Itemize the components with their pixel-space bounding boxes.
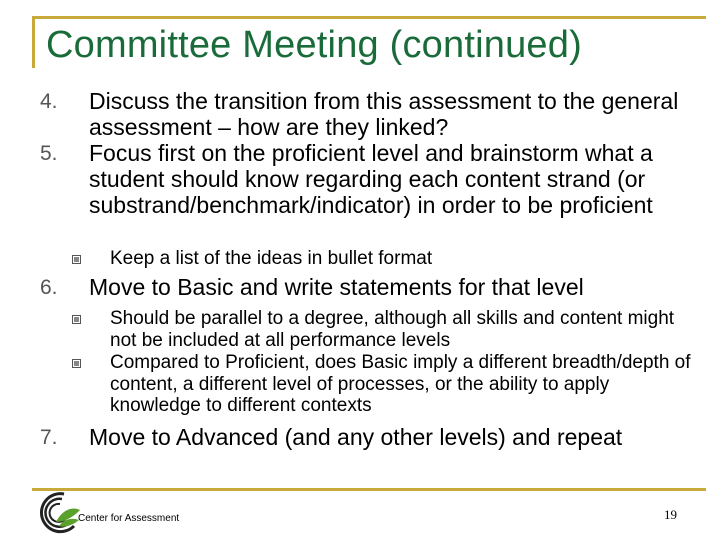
center-for-assessment-logo-icon: [34, 488, 82, 536]
item-text: Focus first on the proficient level and brainstorm what a student should know regarding each content strand (or substrand/benchmark/indicator) in order to be proficient: [89, 140, 653, 218]
item-number: 6.: [40, 276, 58, 299]
list-item-6: [40, 274, 690, 300]
sub-item-6-2: [72, 352, 692, 417]
square-bullet-icon: [72, 255, 81, 264]
item-text: Move to Basic and write statements for that level: [89, 274, 584, 300]
top-frame-line: [32, 16, 706, 19]
list-item-5: [40, 140, 690, 218]
item-text: Discuss the transition from this assessment to the general assessment – how are they linked?: [89, 88, 679, 140]
list-item-7: [40, 424, 690, 450]
sub-item-text: Compared to Proficient, does Basic imply a different breadth/depth of content, a different level of processes, or the ability to apply knowledge to different contexts: [110, 352, 691, 416]
sub-item-text: Should be parallel to a degree, although all skills and content might not be included at all performance levels: [110, 308, 675, 351]
sub-item-text: Keep a list of the ideas in bullet format: [110, 248, 433, 269]
page-number: 19: [664, 507, 677, 522]
bottom-frame-line: [32, 488, 706, 491]
square-bullet-icon: [72, 359, 81, 368]
item-number: 5.: [40, 142, 58, 165]
item-text: Move to Advanced (and any other levels) and repeat: [89, 424, 623, 450]
left-frame-line: [32, 16, 35, 68]
item-number: 7.: [40, 426, 58, 449]
sub-item-6-1: [72, 308, 692, 351]
list-item-4: [40, 88, 690, 140]
slide-title: Committee Meeting (continued): [46, 24, 582, 66]
sub-item-5-1: [72, 248, 692, 270]
square-bullet-icon: [72, 315, 81, 324]
item-number: 4.: [40, 90, 58, 113]
footer-org-name: Center for Assessment: [78, 513, 180, 524]
